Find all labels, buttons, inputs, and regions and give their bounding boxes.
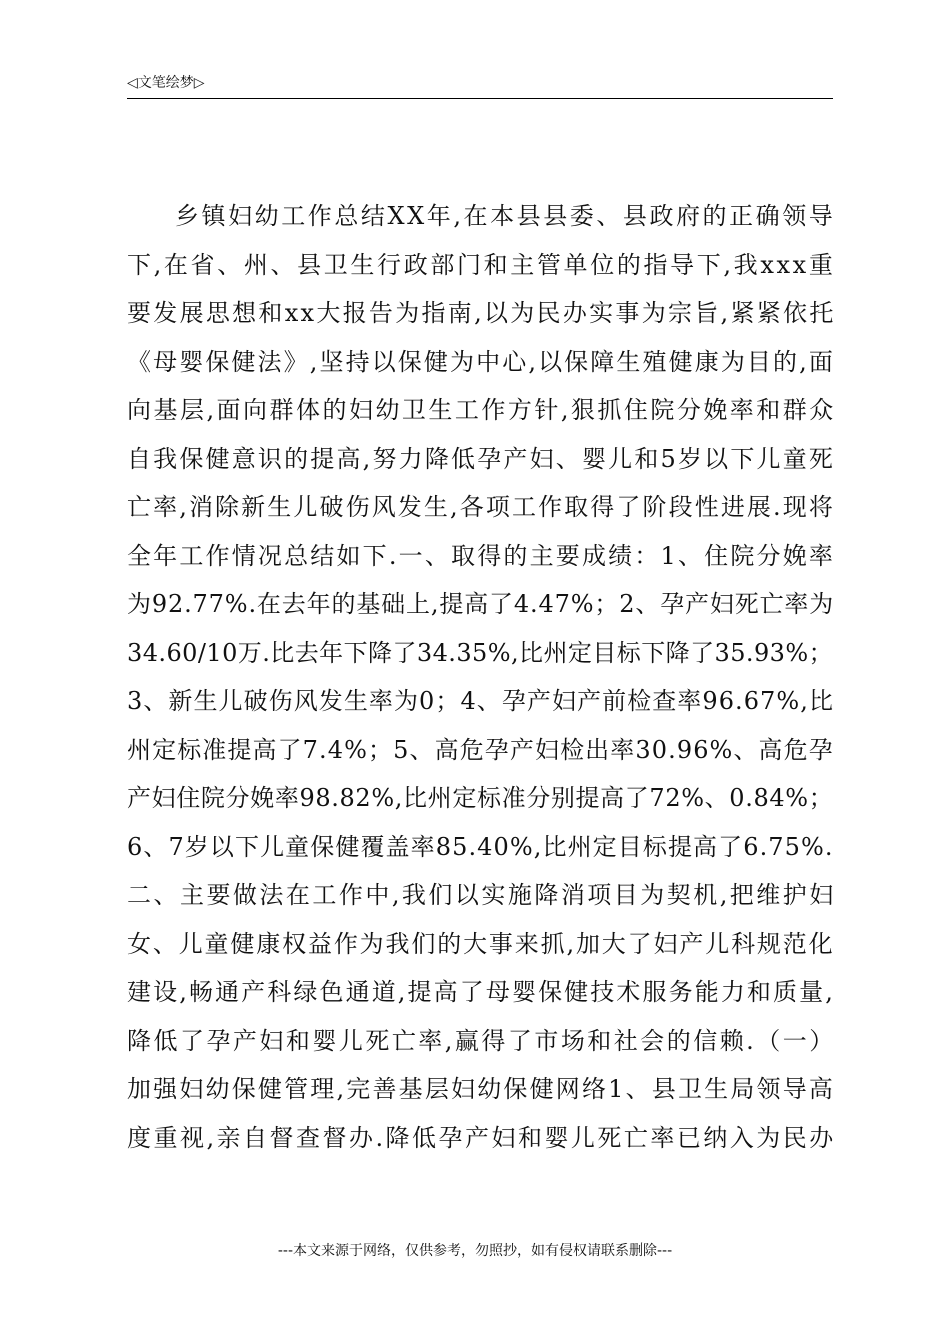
body-line: 产妇住院分娩率98.82%,比州定标准分别提高了72%、0.84%；: [127, 784, 834, 812]
body-line: 全年工作情况总结如下.一、取得的主要成绩：1、住院分娩率: [127, 541, 836, 570]
body-line: 6、7岁以下儿童保健覆盖率85.40%,比州定目标提高了6.75%.: [127, 832, 834, 861]
body-line: 州定标准提高了7.4%；5、高危孕产妇检出率30.96%、高危孕: [127, 735, 834, 764]
body-line: 要发展思想和xx大报告为指南,以为民办实事为宗旨,紧紧依托: [127, 299, 836, 327]
document-body: [127, 192, 836, 1162]
body-line: 建设,畅通产科绿色通道,提高了母婴保健技术服务能力和质量,: [127, 978, 835, 1006]
body-line: 34.60/10万.比去年下降了34.35%,比州定目标下降了35.93%；: [127, 638, 834, 667]
body-line: 降低了孕产妇和婴儿死亡率,赢得了市场和社会的信赖.（一）: [127, 1026, 836, 1055]
body-line: 二、主要做法在工作中,我们以实施降消项目为契机,把维护妇: [127, 881, 836, 909]
page-header: [127, 70, 833, 99]
page-footer-notice: ---本文来源于网络，仅供参考，勿照抄，如有侵权请联系删除---: [277, 1243, 673, 1259]
body-line: 加强妇幼保健管理,完善基层妇幼保健网络1、县卫生局领导高: [127, 1075, 836, 1103]
body-line: 度重视,亲自督查督办.降低孕产妇和婴儿死亡率已纳入为民办: [127, 1123, 836, 1152]
body-line: 乡镇妇幼工作总结XX年,在本县县委、县政府的正确领导: [175, 202, 836, 230]
body-line: 为92.77%.在去年的基础上,提高了4.47%；2、孕产妇死亡率为: [127, 590, 835, 618]
body-line: 亡率,消除新生儿破伤风发生,各项工作取得了阶段性进展.现将: [127, 493, 835, 521]
body-line: 自我保健意识的提高,努力降低孕产妇、婴儿和5岁以下儿童死: [127, 444, 836, 473]
body-line: 《母婴保健法》,坚持以保健为中心,以保障生殖健康为目的,面: [127, 347, 835, 376]
body-line: 下,在省、州、县卫生行政部门和主管单位的指导下,我xxx重: [127, 250, 836, 279]
body-line: 女、儿童健康权益作为我们的大事来抓,加大了妇产儿科规范化: [127, 929, 835, 958]
body-line: 3、新生儿破伤风发生率为0；4、孕产妇产前检查率96.67%,比: [127, 687, 835, 715]
header-title: ◁文笔绘梦▷: [127, 75, 205, 91]
body-line: 向基层,面向群体的妇幼卫生工作方针,狠抓住院分娩率和群众: [127, 396, 836, 424]
